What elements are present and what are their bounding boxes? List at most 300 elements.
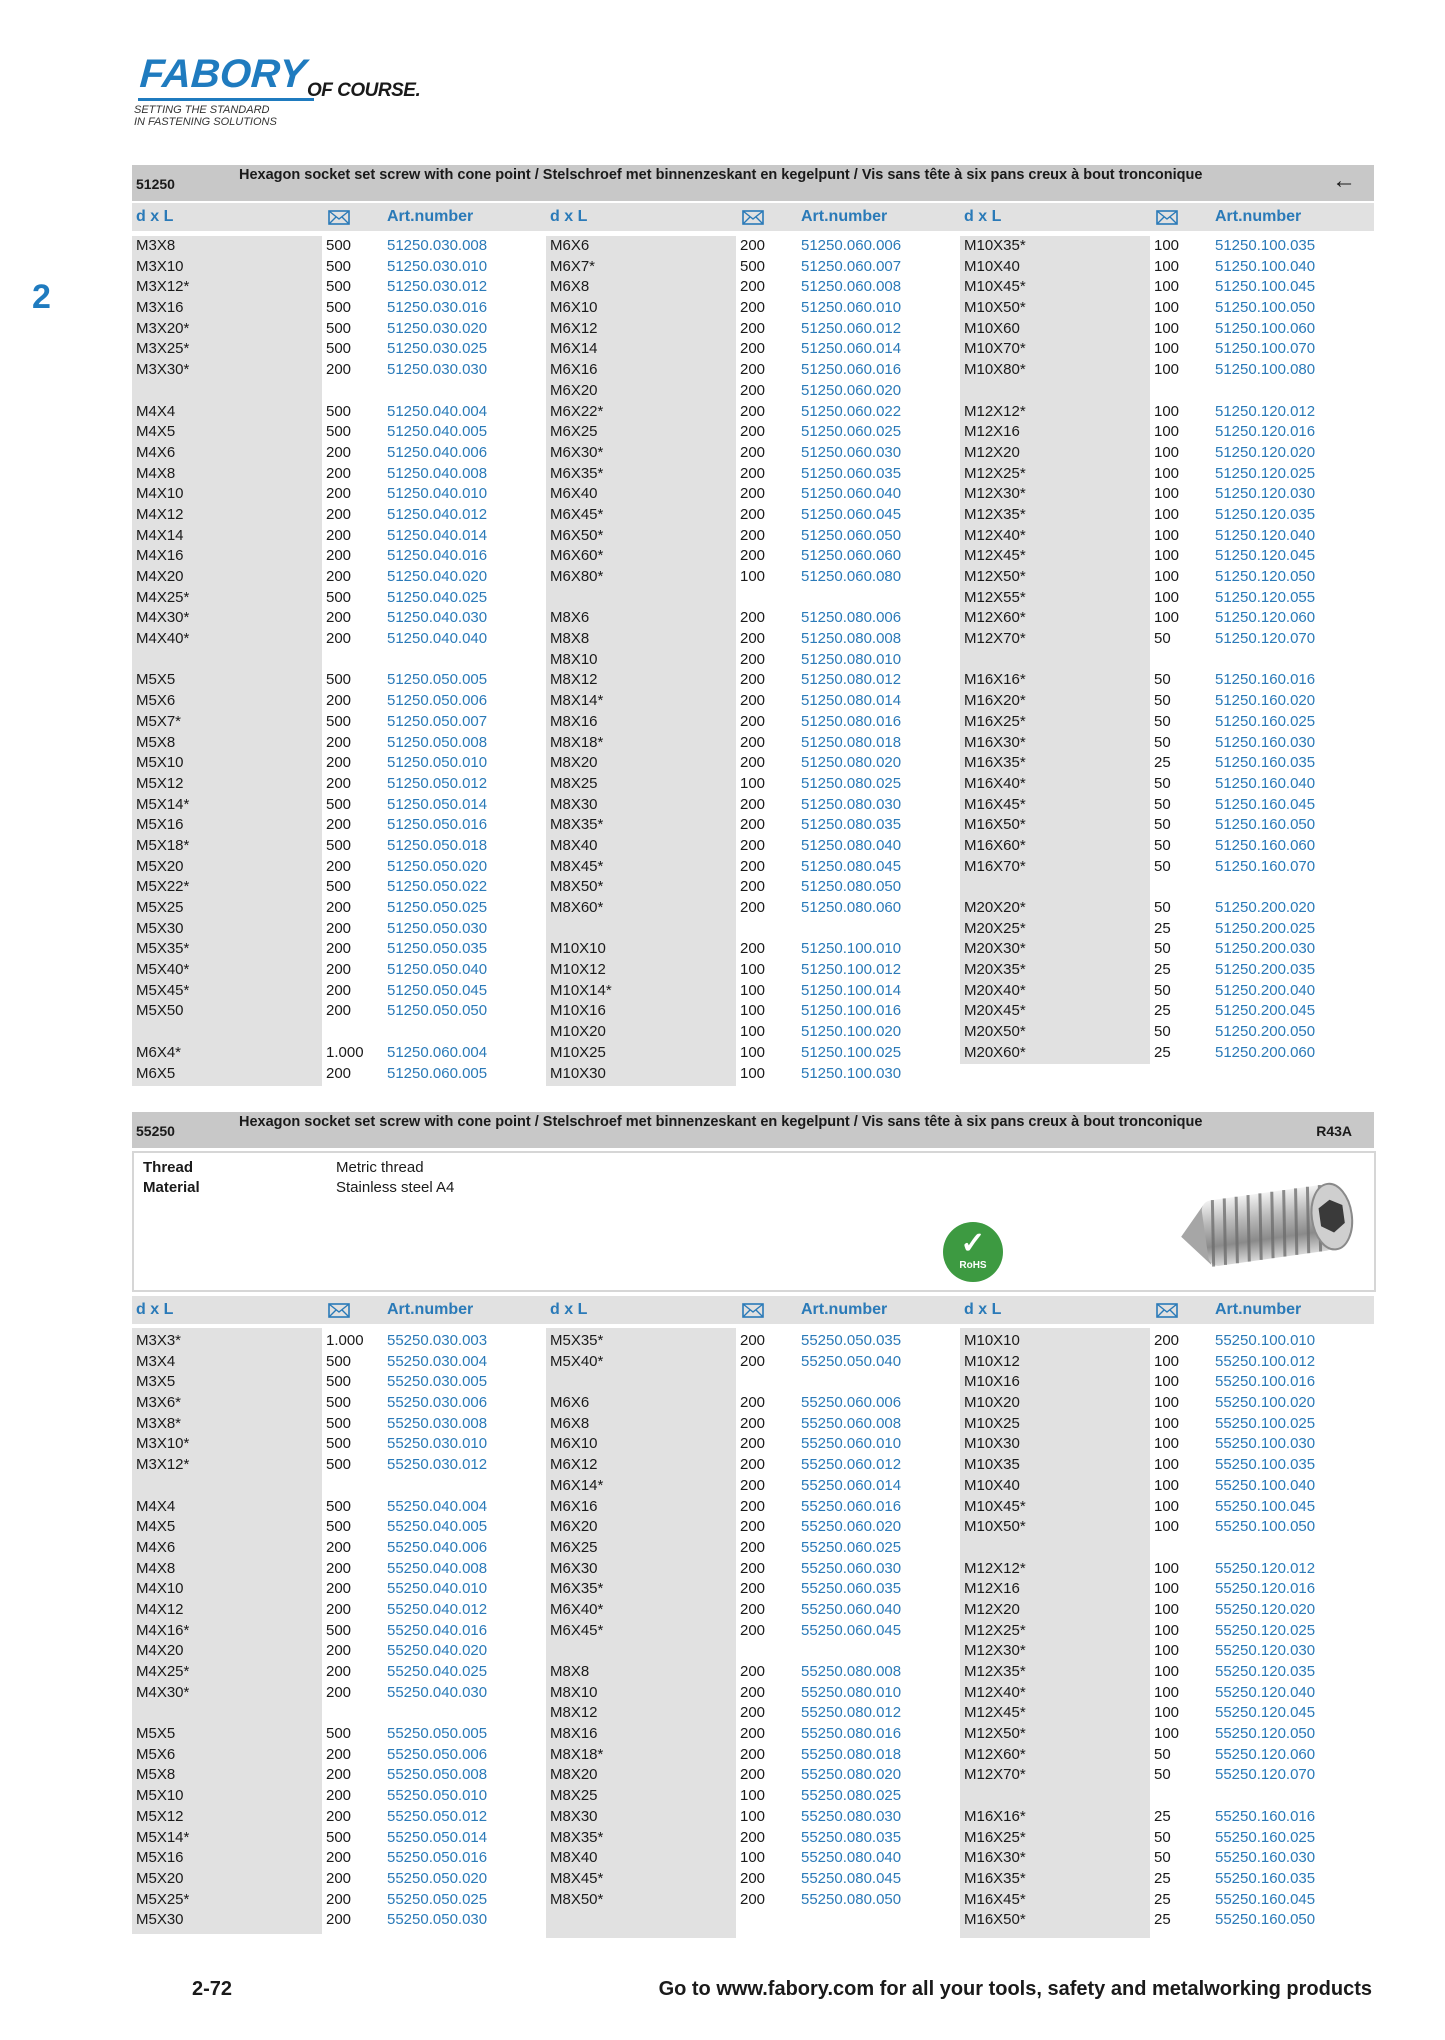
- art-number-cell[interactable]: 51250.120.055: [1215, 588, 1316, 606]
- art-number-cell[interactable]: 55250.040.010: [387, 1580, 488, 1598]
- art-number-cell[interactable]: 51250.060.008: [801, 278, 902, 296]
- size-cell: M12X20: [964, 1600, 1020, 1618]
- art-number-cell[interactable]: 55250.080.020: [801, 1766, 902, 1784]
- art-number-cell[interactable]: 51250.050.007: [387, 712, 488, 730]
- size-cell: M10X70*: [964, 340, 1026, 358]
- art-number-cell[interactable]: 51250.100.030: [801, 1064, 902, 1082]
- pack-qty-cell: 200: [740, 299, 766, 317]
- pack-qty-cell: 200: [740, 1476, 766, 1494]
- art-number-cell[interactable]: 51250.080.016: [801, 712, 902, 730]
- table-row: [960, 712, 1374, 733]
- art-number-cell[interactable]: 55250.080.050: [801, 1890, 902, 1908]
- art-number-cell[interactable]: 51250.030.012: [387, 278, 488, 296]
- art-number-cell[interactable]: 51250.040.014: [387, 526, 488, 544]
- size-cell: M6X5: [136, 1064, 176, 1082]
- art-number-cell[interactable]: 51250.120.012: [1215, 402, 1316, 420]
- envelope-icon: [328, 210, 350, 225]
- art-number-cell[interactable]: 51250.100.040: [1215, 257, 1316, 275]
- art-number-cell[interactable]: 51250.040.012: [387, 505, 488, 523]
- art-number-cell[interactable]: 51250.160.030: [1215, 733, 1316, 751]
- art-number-cell[interactable]: 55250.040.012: [387, 1600, 488, 1618]
- art-number-cell[interactable]: 51250.080.020: [801, 754, 902, 772]
- table-row: [546, 526, 960, 547]
- size-cell: M10X12: [550, 961, 606, 979]
- art-number-cell[interactable]: 51250.040.008: [387, 464, 488, 482]
- art-number-cell[interactable]: 55250.060.014: [801, 1476, 902, 1494]
- art-number-cell[interactable]: 51250.100.070: [1215, 340, 1316, 358]
- art-number-cell[interactable]: 51250.200.020: [1215, 899, 1316, 916]
- table-row: [132, 857, 546, 878]
- art-number-cell[interactable]: 51250.060.035: [801, 464, 902, 482]
- pack-qty-cell: 100: [1154, 1518, 1180, 1536]
- art-number-cell[interactable]: 51250.200.025: [1215, 919, 1316, 937]
- table-row: [546, 1786, 960, 1807]
- art-number-cell[interactable]: 51250.060.080: [801, 568, 902, 585]
- art-number-cell[interactable]: 51250.120.035: [1215, 505, 1316, 523]
- art-number-cell[interactable]: 51250.060.030: [801, 443, 902, 461]
- pack-qty-cell: 25: [1154, 919, 1171, 937]
- art-number-cell[interactable]: 51250.160.035: [1215, 754, 1316, 772]
- art-number-cell[interactable]: 51250.060.050: [801, 526, 902, 544]
- art-number-cell[interactable]: 51250.120.040: [1215, 526, 1316, 544]
- header-art-number: Art.number: [1215, 1301, 1302, 1318]
- art-number-cell[interactable]: 51250.200.040: [1215, 981, 1316, 999]
- art-number-cell[interactable]: 51250.060.005: [387, 1064, 488, 1082]
- art-number-cell[interactable]: 55250.030.003: [387, 1332, 488, 1349]
- art-number-cell[interactable]: 51250.060.004: [387, 1043, 488, 1061]
- art-number-cell[interactable]: 51250.080.030: [801, 795, 902, 813]
- table-row: [132, 691, 546, 712]
- table-row: [960, 1455, 1374, 1476]
- size-cell: M5X12: [136, 1807, 184, 1825]
- art-number-cell[interactable]: 55250.100.050: [1215, 1518, 1316, 1536]
- art-number-cell[interactable]: 51250.120.030: [1215, 485, 1316, 503]
- art-number-cell[interactable]: 51250.080.035: [801, 816, 902, 834]
- art-number-cell[interactable]: 51250.200.035: [1215, 961, 1316, 979]
- art-number-cell[interactable]: 51250.080.045: [801, 857, 902, 875]
- header-dxl: d x L: [136, 1301, 174, 1318]
- art-number-cell[interactable]: 51250.200.060: [1215, 1043, 1316, 1061]
- art-number-cell[interactable]: 51250.060.016: [801, 361, 902, 379]
- art-number-cell[interactable]: 55250.080.045: [801, 1869, 902, 1887]
- art-number-cell[interactable]: 55250.050.008: [387, 1766, 488, 1784]
- art-number-cell[interactable]: 55250.050.030: [387, 1911, 488, 1929]
- art-number-cell[interactable]: 51250.100.050: [1215, 299, 1316, 317]
- art-number-cell[interactable]: 51250.120.016: [1215, 423, 1316, 441]
- art-number-cell[interactable]: 55250.030.005: [387, 1373, 488, 1391]
- art-number-cell[interactable]: 55250.050.025: [387, 1890, 488, 1908]
- art-number-cell[interactable]: 55250.060.016: [801, 1497, 902, 1515]
- art-number-cell[interactable]: 55250.060.008: [801, 1414, 902, 1432]
- art-number-cell[interactable]: 51250.100.080: [1215, 361, 1316, 379]
- size-cell: M8X35*: [550, 816, 604, 834]
- art-number-cell[interactable]: 51250.030.016: [387, 299, 488, 317]
- pack-qty-cell: 200: [326, 961, 352, 979]
- art-number-cell[interactable]: 55250.120.070: [1215, 1766, 1316, 1784]
- art-number-cell[interactable]: 55250.040.020: [387, 1642, 488, 1660]
- art-number-cell[interactable]: 55250.100.020: [1215, 1394, 1316, 1412]
- art-number-cell[interactable]: 55250.060.045: [801, 1621, 902, 1639]
- size-cell: M16X35*: [964, 1869, 1026, 1887]
- art-number-cell[interactable]: 55250.050.040: [801, 1352, 902, 1370]
- pack-qty-cell: 100: [1154, 1580, 1180, 1598]
- table-row: [546, 1662, 960, 1683]
- art-number-cell[interactable]: 51250.060.007: [801, 257, 902, 275]
- art-number-cell[interactable]: 51250.080.012: [801, 671, 902, 689]
- art-number-cell[interactable]: 55250.120.060: [1215, 1745, 1316, 1763]
- product-info-box: [132, 1151, 1376, 1292]
- art-number-cell[interactable]: 51250.080.025: [801, 774, 902, 792]
- size-cell: M8X14*: [550, 692, 604, 710]
- pack-qty-cell: 500: [326, 257, 352, 275]
- art-number-cell[interactable]: 55250.030.004: [387, 1352, 488, 1370]
- art-number-cell[interactable]: 51250.080.006: [801, 609, 902, 627]
- art-number-cell[interactable]: 55250.100.045: [1215, 1497, 1316, 1515]
- pack-qty-cell: 100: [740, 981, 766, 999]
- art-number-cell[interactable]: 55250.060.030: [801, 1559, 902, 1577]
- art-number-cell[interactable]: 51250.120.070: [1215, 630, 1316, 648]
- table-row: [132, 629, 546, 650]
- spacer-row: [132, 650, 546, 671]
- art-number-cell[interactable]: 51250.060.014: [801, 340, 902, 358]
- table-row: [132, 1559, 546, 1580]
- table-row: [960, 898, 1374, 919]
- envelope-icon: [1156, 1303, 1178, 1318]
- spacer-row: [132, 1022, 546, 1043]
- art-number-cell[interactable]: 55250.120.040: [1215, 1683, 1316, 1701]
- art-number-cell[interactable]: 55250.040.004: [387, 1497, 488, 1515]
- art-number-cell[interactable]: 51250.030.025: [387, 340, 488, 358]
- art-number-cell[interactable]: 55250.050.006: [387, 1745, 488, 1763]
- art-number-cell[interactable]: 51250.120.045: [1215, 547, 1316, 565]
- art-number-cell[interactable]: 55250.120.012: [1215, 1559, 1316, 1577]
- table-column: [960, 1331, 1374, 1931]
- art-number-cell[interactable]: 51250.160.040: [1215, 774, 1316, 792]
- art-number-cell[interactable]: 55250.100.030: [1215, 1435, 1316, 1453]
- art-number-cell[interactable]: 51250.060.006: [801, 237, 902, 254]
- art-number-cell[interactable]: 51250.050.012: [387, 774, 488, 792]
- material-label: Material: [143, 1179, 200, 1196]
- art-number-cell[interactable]: 51250.050.030: [387, 919, 488, 937]
- art-number-cell[interactable]: 51250.040.020: [387, 568, 488, 585]
- art-number-cell[interactable]: 55250.040.005: [387, 1518, 488, 1536]
- art-number-cell[interactable]: 55250.040.008: [387, 1559, 488, 1577]
- size-cell: M8X50*: [550, 1890, 604, 1908]
- art-number-cell[interactable]: 51250.200.050: [1215, 1023, 1316, 1041]
- art-number-cell[interactable]: 51250.080.040: [801, 836, 902, 854]
- art-number-cell[interactable]: 51250.050.018: [387, 836, 488, 854]
- art-number-cell[interactable]: 51250.060.010: [801, 299, 902, 317]
- art-number-cell[interactable]: 51250.040.006: [387, 443, 488, 461]
- pack-qty-cell: 100: [740, 1002, 766, 1020]
- size-cell: M6X22*: [550, 402, 604, 420]
- art-number-cell[interactable]: 55250.030.006: [387, 1394, 488, 1412]
- art-number-cell[interactable]: 51250.160.025: [1215, 712, 1316, 730]
- art-number-cell[interactable]: 51250.040.005: [387, 423, 488, 441]
- pack-qty-cell: 200: [740, 1394, 766, 1412]
- art-number-cell[interactable]: 55250.040.006: [387, 1538, 488, 1556]
- art-number-cell[interactable]: 55250.050.012: [387, 1807, 488, 1825]
- table-row: [546, 1497, 960, 1518]
- art-number-cell[interactable]: 51250.050.005: [387, 671, 488, 689]
- art-number-cell[interactable]: 55250.100.025: [1215, 1414, 1316, 1432]
- art-number-cell[interactable]: 51250.050.035: [387, 940, 488, 958]
- size-cell: M6X4*: [136, 1043, 182, 1061]
- art-number-cell[interactable]: 55250.160.030: [1215, 1849, 1316, 1867]
- pack-qty-cell: 200: [740, 1621, 766, 1639]
- art-number-cell[interactable]: 51250.160.050: [1215, 816, 1316, 834]
- size-cell: M12X70*: [964, 630, 1026, 648]
- table-row: [960, 1372, 1374, 1393]
- art-number-cell[interactable]: 51250.050.020: [387, 857, 488, 875]
- table-row: [960, 753, 1374, 774]
- size-cell: M4X5: [136, 423, 176, 441]
- header-dxl: d x L: [964, 208, 1002, 225]
- art-number-cell[interactable]: 55250.120.045: [1215, 1704, 1316, 1722]
- table-row: [960, 1765, 1374, 1786]
- art-number-cell[interactable]: 51250.120.025: [1215, 464, 1316, 482]
- art-number-cell[interactable]: 51250.160.020: [1215, 692, 1316, 710]
- table-row: [960, 1910, 1374, 1931]
- size-cell: M4X10: [136, 1580, 184, 1598]
- art-number-cell[interactable]: 51250.050.006: [387, 692, 488, 710]
- pack-qty-cell: 50: [1154, 816, 1171, 834]
- art-number-cell[interactable]: 51250.050.016: [387, 816, 488, 834]
- art-number-cell[interactable]: 55250.100.016: [1215, 1373, 1316, 1391]
- art-number-cell[interactable]: 55250.050.020: [387, 1869, 488, 1887]
- size-cell: M3X4: [136, 1352, 176, 1370]
- art-number-cell[interactable]: 55250.060.040: [801, 1600, 902, 1618]
- pack-qty-cell: 100: [1154, 1435, 1180, 1453]
- art-number-cell[interactable]: 51250.040.010: [387, 485, 488, 503]
- art-number-cell[interactable]: 55250.040.030: [387, 1683, 488, 1701]
- table-row: [546, 1869, 960, 1890]
- pack-qty-cell: 50: [1154, 857, 1171, 875]
- art-number-cell[interactable]: 51250.050.014: [387, 795, 488, 813]
- pack-qty-cell: 100: [1154, 1559, 1180, 1577]
- section-title: Hexagon socket set screw with cone point / Stelschroef met binnenzeskant en kegelpunt / Vis sans tête à six pans creux à bout tronconique: [239, 167, 1203, 183]
- art-number-cell[interactable]: 55250.160.016: [1215, 1807, 1316, 1825]
- art-number-cell[interactable]: 51250.040.030: [387, 609, 488, 627]
- art-number-cell[interactable]: 55250.040.016: [387, 1621, 488, 1639]
- art-number-cell[interactable]: 51250.040.016: [387, 547, 488, 565]
- art-number-cell[interactable]: 51250.060.060: [801, 547, 902, 565]
- art-number-cell[interactable]: 55250.050.014: [387, 1828, 488, 1846]
- art-number-cell[interactable]: 51250.080.060: [801, 899, 902, 916]
- size-cell: M10X35: [964, 1456, 1020, 1474]
- art-number-cell[interactable]: 51250.060.012: [801, 319, 902, 337]
- art-number-cell[interactable]: 51250.030.010: [387, 257, 488, 275]
- art-number-cell[interactable]: 55250.160.050: [1215, 1911, 1316, 1929]
- size-cell: M5X35*: [550, 1332, 604, 1349]
- header-art-number: Art.number: [387, 208, 474, 225]
- size-cell: M8X25: [550, 774, 598, 792]
- pack-qty-cell: 200: [326, 609, 352, 627]
- art-number-cell[interactable]: 51250.050.008: [387, 733, 488, 751]
- art-number-cell[interactable]: 51250.100.035: [1215, 237, 1316, 254]
- art-number-cell[interactable]: 55250.050.035: [801, 1332, 902, 1349]
- spacer-row: [546, 1641, 960, 1662]
- art-number-cell[interactable]: 51250.060.020: [801, 381, 902, 399]
- pack-qty-cell: 500: [326, 671, 352, 689]
- pack-qty-cell: 25: [1154, 1890, 1171, 1908]
- logo-rule: [138, 98, 314, 101]
- size-cell: M10X10: [550, 940, 606, 958]
- pack-qty-cell: 200: [326, 857, 352, 875]
- size-cell: M4X25*: [136, 588, 190, 606]
- table-row: [546, 650, 960, 671]
- art-number-cell[interactable]: 51250.100.020: [801, 1023, 902, 1041]
- table-row: [132, 733, 546, 754]
- art-number-cell[interactable]: 51250.120.050: [1215, 568, 1316, 585]
- art-number-cell[interactable]: 55250.160.025: [1215, 1828, 1316, 1846]
- art-number-cell[interactable]: 51250.060.045: [801, 505, 902, 523]
- pack-qty-cell: 100: [740, 774, 766, 792]
- pack-qty-cell: 100: [1154, 526, 1180, 544]
- size-cell: M6X12: [550, 1456, 598, 1474]
- pack-qty-cell: 100: [1154, 1352, 1180, 1370]
- art-number-cell[interactable]: 55250.060.020: [801, 1518, 902, 1536]
- art-number-cell[interactable]: 55250.080.025: [801, 1787, 902, 1805]
- size-cell: M12X55*: [964, 588, 1026, 606]
- art-number-cell[interactable]: 55250.120.030: [1215, 1642, 1316, 1660]
- art-number-cell[interactable]: 55250.060.012: [801, 1456, 902, 1474]
- art-number-cell[interactable]: 55250.100.040: [1215, 1476, 1316, 1494]
- table-column: [132, 1331, 546, 1931]
- pack-qty-cell: 25: [1154, 1043, 1171, 1061]
- art-number-cell[interactable]: 51250.040.025: [387, 588, 488, 606]
- art-number-cell[interactable]: 51250.100.016: [801, 1002, 902, 1020]
- pack-qty-cell: 25: [1154, 1807, 1171, 1825]
- art-number-cell[interactable]: 55250.080.008: [801, 1663, 902, 1680]
- art-number-cell[interactable]: 51250.100.010: [801, 940, 902, 958]
- art-number-cell[interactable]: 55250.120.035: [1215, 1663, 1316, 1680]
- art-number-cell[interactable]: 55250.100.035: [1215, 1456, 1316, 1474]
- art-number-cell[interactable]: 51250.100.014: [801, 981, 902, 999]
- pack-qty-cell: 200: [740, 671, 766, 689]
- art-number-cell[interactable]: 55250.080.016: [801, 1725, 902, 1743]
- size-cell: M6X6: [550, 237, 590, 254]
- art-number-cell[interactable]: 51250.050.010: [387, 754, 488, 772]
- art-number-cell[interactable]: 55250.060.006: [801, 1394, 902, 1412]
- pack-qty-cell: 500: [326, 1828, 352, 1846]
- size-cell: M4X25*: [136, 1663, 190, 1680]
- art-number-cell[interactable]: 51250.100.060: [1215, 319, 1316, 337]
- table-row: [132, 1600, 546, 1621]
- art-number-cell[interactable]: 55250.120.016: [1215, 1580, 1316, 1598]
- size-cell: M6X50*: [550, 526, 604, 544]
- art-number-cell[interactable]: 55250.060.025: [801, 1538, 902, 1556]
- table-row: [132, 919, 546, 940]
- table-row: [546, 981, 960, 1002]
- art-number-cell[interactable]: 55250.080.040: [801, 1849, 902, 1867]
- art-number-cell[interactable]: 51250.050.045: [387, 981, 488, 999]
- size-cell: M6X20: [550, 1518, 598, 1536]
- art-number-cell[interactable]: 51250.080.010: [801, 650, 902, 668]
- art-number-cell[interactable]: 55250.120.025: [1215, 1621, 1316, 1639]
- art-number-cell[interactable]: 55250.030.010: [387, 1435, 488, 1453]
- pack-qty-cell: 200: [740, 1352, 766, 1370]
- art-number-cell[interactable]: 55250.040.025: [387, 1663, 488, 1680]
- art-number-cell[interactable]: 55250.080.010: [801, 1683, 902, 1701]
- envelope-icon: [742, 210, 764, 225]
- art-number-cell[interactable]: 51250.160.070: [1215, 857, 1316, 875]
- pack-qty-cell: 200: [326, 1642, 352, 1660]
- art-number-cell[interactable]: 51250.160.045: [1215, 795, 1316, 813]
- art-number-cell[interactable]: 51250.080.008: [801, 630, 902, 648]
- art-number-cell[interactable]: 51250.120.060: [1215, 609, 1316, 627]
- art-number-cell[interactable]: 55250.120.020: [1215, 1600, 1316, 1618]
- art-number-cell[interactable]: 51250.060.040: [801, 485, 902, 503]
- art-number-cell[interactable]: 51250.050.025: [387, 899, 488, 916]
- art-number-cell[interactable]: 55250.080.035: [801, 1828, 902, 1846]
- size-cell: M4X30*: [136, 1683, 190, 1701]
- art-number-cell[interactable]: 51250.100.025: [801, 1043, 902, 1061]
- art-number-cell[interactable]: 55250.050.010: [387, 1787, 488, 1805]
- art-number-cell[interactable]: 55250.060.035: [801, 1580, 902, 1598]
- pack-qty-cell: 50: [1154, 836, 1171, 854]
- art-number-cell[interactable]: 55250.080.030: [801, 1807, 902, 1825]
- table-row: [546, 1352, 960, 1373]
- art-number-cell[interactable]: 51250.050.022: [387, 878, 488, 896]
- art-number-cell[interactable]: 51250.030.020: [387, 319, 488, 337]
- art-number-cell[interactable]: 55250.030.008: [387, 1414, 488, 1432]
- pack-qty-cell: 100: [1154, 1600, 1180, 1618]
- table-row: [960, 298, 1374, 319]
- art-number-cell[interactable]: 55250.030.012: [387, 1456, 488, 1474]
- art-number-cell[interactable]: 55250.060.010: [801, 1435, 902, 1453]
- art-number-cell[interactable]: 55250.160.045: [1215, 1890, 1316, 1908]
- art-number-cell[interactable]: 55250.050.005: [387, 1725, 488, 1743]
- art-number-cell[interactable]: 51250.080.050: [801, 878, 902, 896]
- art-number-cell[interactable]: 51250.060.025: [801, 423, 902, 441]
- art-number-cell[interactable]: 51250.200.045: [1215, 1002, 1316, 1020]
- art-number-cell[interactable]: 51250.160.060: [1215, 836, 1316, 854]
- art-number-cell[interactable]: 55250.100.010: [1215, 1332, 1316, 1349]
- size-cell: M10X25: [550, 1043, 606, 1061]
- size-cell: M8X40: [550, 1849, 598, 1867]
- table-row: [960, 670, 1374, 691]
- art-number-cell[interactable]: 51250.080.014: [801, 692, 902, 710]
- art-number-cell[interactable]: 51250.080.018: [801, 733, 902, 751]
- art-number-cell[interactable]: 51250.040.004: [387, 402, 488, 420]
- art-number-cell[interactable]: 51250.200.030: [1215, 940, 1316, 958]
- size-cell: M8X45*: [550, 1869, 604, 1887]
- art-number-cell[interactable]: 51250.050.050: [387, 1002, 488, 1020]
- header-dxl: d x L: [136, 208, 174, 225]
- art-number-cell[interactable]: 51250.160.016: [1215, 671, 1316, 689]
- art-number-cell[interactable]: 55250.100.012: [1215, 1352, 1316, 1370]
- art-number-cell[interactable]: 51250.100.045: [1215, 278, 1316, 296]
- art-number-cell[interactable]: 51250.100.012: [801, 961, 902, 979]
- art-number-cell[interactable]: 51250.030.008: [387, 237, 488, 254]
- art-number-cell[interactable]: 51250.120.020: [1215, 443, 1316, 461]
- art-number-cell[interactable]: 51250.030.030: [387, 361, 488, 379]
- table-row: [132, 1786, 546, 1807]
- art-number-cell[interactable]: 51250.050.040: [387, 961, 488, 979]
- art-number-cell[interactable]: 55250.080.018: [801, 1745, 902, 1763]
- size-cell: M4X12: [136, 505, 184, 523]
- art-number-cell[interactable]: 55250.080.012: [801, 1704, 902, 1722]
- art-number-cell[interactable]: 55250.050.016: [387, 1849, 488, 1867]
- art-number-cell[interactable]: 55250.120.050: [1215, 1725, 1316, 1743]
- size-cell: M6X8: [550, 278, 590, 296]
- pack-qty-cell: 100: [1154, 505, 1180, 523]
- art-number-cell[interactable]: 55250.160.035: [1215, 1869, 1316, 1887]
- art-number-cell[interactable]: 51250.060.022: [801, 402, 902, 420]
- art-number-cell[interactable]: 51250.040.040: [387, 630, 488, 648]
- pack-qty-cell: 100: [1154, 464, 1180, 482]
